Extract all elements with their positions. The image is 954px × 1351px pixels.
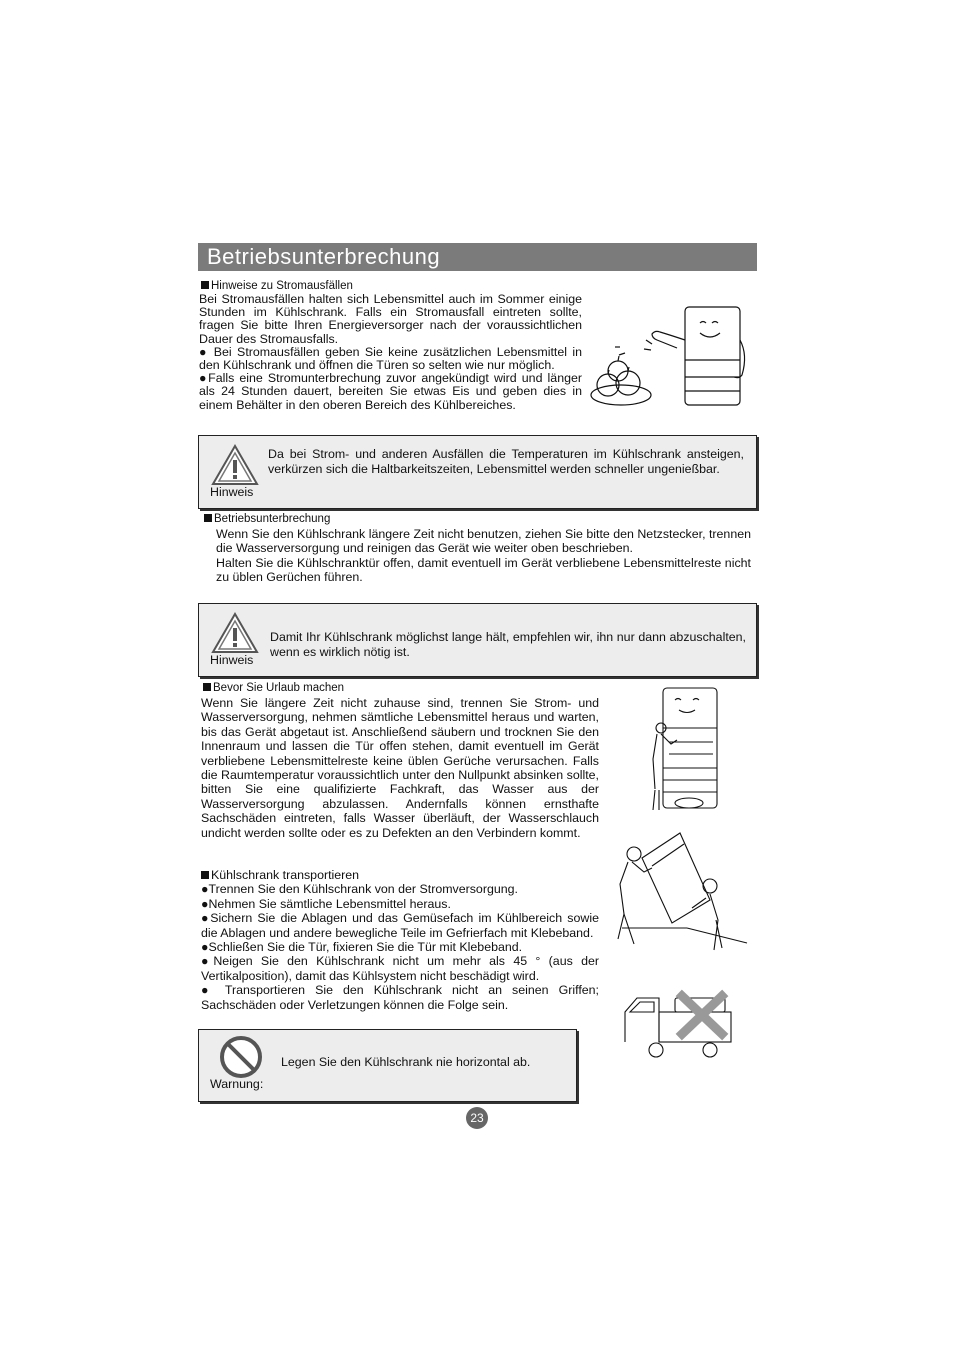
note-2-label: Hinweis xyxy=(210,653,254,667)
square-bullet-icon xyxy=(201,871,209,879)
note-1-text: Da bei Strom- und anderen Ausfällen die Temperaturen im Kühlschrank ansteigen, verkürzen sich die Haltbarkeitszeiten, Lebensmittel werden schneller ungenießbar. xyxy=(268,447,744,476)
note-2-text: Damit Ihr Kühlschrank möglichst lange hält, empfehlen wir, ihn nur dann abzuschalten, wenn es wirklich nötig ist. xyxy=(270,630,746,659)
section1-paragraph: Bei Stromausfällen halten sich Lebensmittel auch im Sommer einige Stunden im Kühlschrank. Falls ein Stromausfall eintreten sollte, fragen Sie bitte Ihren Energieversorger nach der voraussichtlichen Dauer des Stromausfalls. xyxy=(199,292,582,346)
page-title: Betriebsunterbrechung xyxy=(207,244,441,269)
list-item: ●Sichern Sie die Ablagen und das Gemüsefach im Kühlbereich sowie die Ablagen und andere bewegliche Teile im Gefrierfach mit Klebeband. xyxy=(201,911,599,940)
section2-paragraph: Halten Sie die Kühlschranktür offen, damit eventuell im Gerät verbliebene Lebensmittelreste nicht zu üblen Gerüchen führen. xyxy=(216,555,751,585)
fridge-apples-illustration xyxy=(588,305,753,415)
section2-heading: Betriebsunterbrechung xyxy=(204,513,330,526)
list-item: ●Nehmen Sie sämtliche Lebensmittel heraus. xyxy=(201,896,451,911)
note-box-2 xyxy=(198,603,757,677)
section4-heading: Kühlschrank transportieren xyxy=(201,868,599,882)
section3-paragraph: Wenn Sie längere Zeit nicht zuhause sind, trennen Sie Strom- und Wasserversorgung, nehmen sämtliche Lebensmittel heraus und warten, bis das Gerät abgetaut ist. Anschließend säubern und trocknen Sie den Innenraum und lassen die Tür offen stehen, damit eventuell im Gerät verbliebene Lebensmittelreste keine üblen Gerüche verursachen. Falls die Raumtemperatur voraussichtlich unter den Nullpunkt absinken sollte, bitten Sie eine qualifizierte Fachkraft, das Wasser aus der Wasserversorgung abzulassen. Andernfalls können ernsthafte Sachschäden eintreten, falls Wasser überläuft, der Wasserschlauch undicht werden sollte oder es zu Defekten an den Verbindern kommt. xyxy=(201,696,599,840)
warning-box xyxy=(198,1029,577,1102)
list-item: ●Neigen Sie den Kühlschrank nicht um mehr als 45 ° (aus der Vertikalposition), damit das Kühlsystem nicht beschädigt wird. xyxy=(201,954,599,983)
section1-body xyxy=(199,293,582,412)
note-box-1 xyxy=(198,435,757,509)
warning-text: Legen Sie den Kühlschrank nie horizontal ab. xyxy=(281,1055,531,1069)
list-item: ●Schließen Sie die Tür, fixieren Sie die Tür mit Klebeband. xyxy=(201,940,523,955)
square-bullet-icon xyxy=(204,514,212,522)
note-1-label: Hinweis xyxy=(210,485,254,499)
list-item: ● Transportieren Sie den Kühlschrank nicht an seinen Griffen; Sachschäden oder Verletzungen können die Folge sein. xyxy=(201,983,599,1012)
warning-triangle-icon xyxy=(211,612,259,654)
section1-paragraph: ●Falls eine Stromunterbrechung zuvor angekündigt wird und länger als 24 Stunden dauert, bereiten Sie etwas Eis und geben dies in einem Behälter in den oberen Bereich des Kühlbereiches. xyxy=(199,371,582,412)
section3-body xyxy=(201,696,599,840)
list-item: ●Trennen Sie den Kühlschrank von der Stromversorgung. xyxy=(201,882,518,897)
cleaning-fridge-illustration xyxy=(645,680,725,815)
section1-heading: Hinweise zu Stromausfällen xyxy=(201,280,353,293)
warning-label: Warnung: xyxy=(210,1077,264,1091)
section2-body xyxy=(216,527,751,585)
title-bar xyxy=(198,243,757,271)
truck-forbidden-illustration xyxy=(620,990,740,1062)
section3-heading: Bevor Sie Urlaub machen xyxy=(203,682,344,695)
prohibited-icon xyxy=(219,1035,263,1079)
warning-triangle-icon xyxy=(211,444,259,486)
section1-paragraph: ● Bei Stromausfällen geben Sie keine zusätzlichen Lebensmittel in den Kühlschrank und öffnen die Türen so selten wie nur möglich. xyxy=(199,344,582,373)
square-bullet-icon xyxy=(203,683,211,691)
section4-body xyxy=(201,868,599,1012)
square-bullet-icon xyxy=(201,281,209,289)
section2-paragraph: Wenn Sie den Kühlschrank längere Zeit nicht benutzen, ziehen Sie bitte den Netzstecker, trennen die Wasserversorgung und reinigen das Gerät wie weiter oben beschrieben. xyxy=(216,527,751,556)
page-number: 23 xyxy=(466,1107,488,1129)
carrying-fridge-illustration xyxy=(612,828,752,958)
